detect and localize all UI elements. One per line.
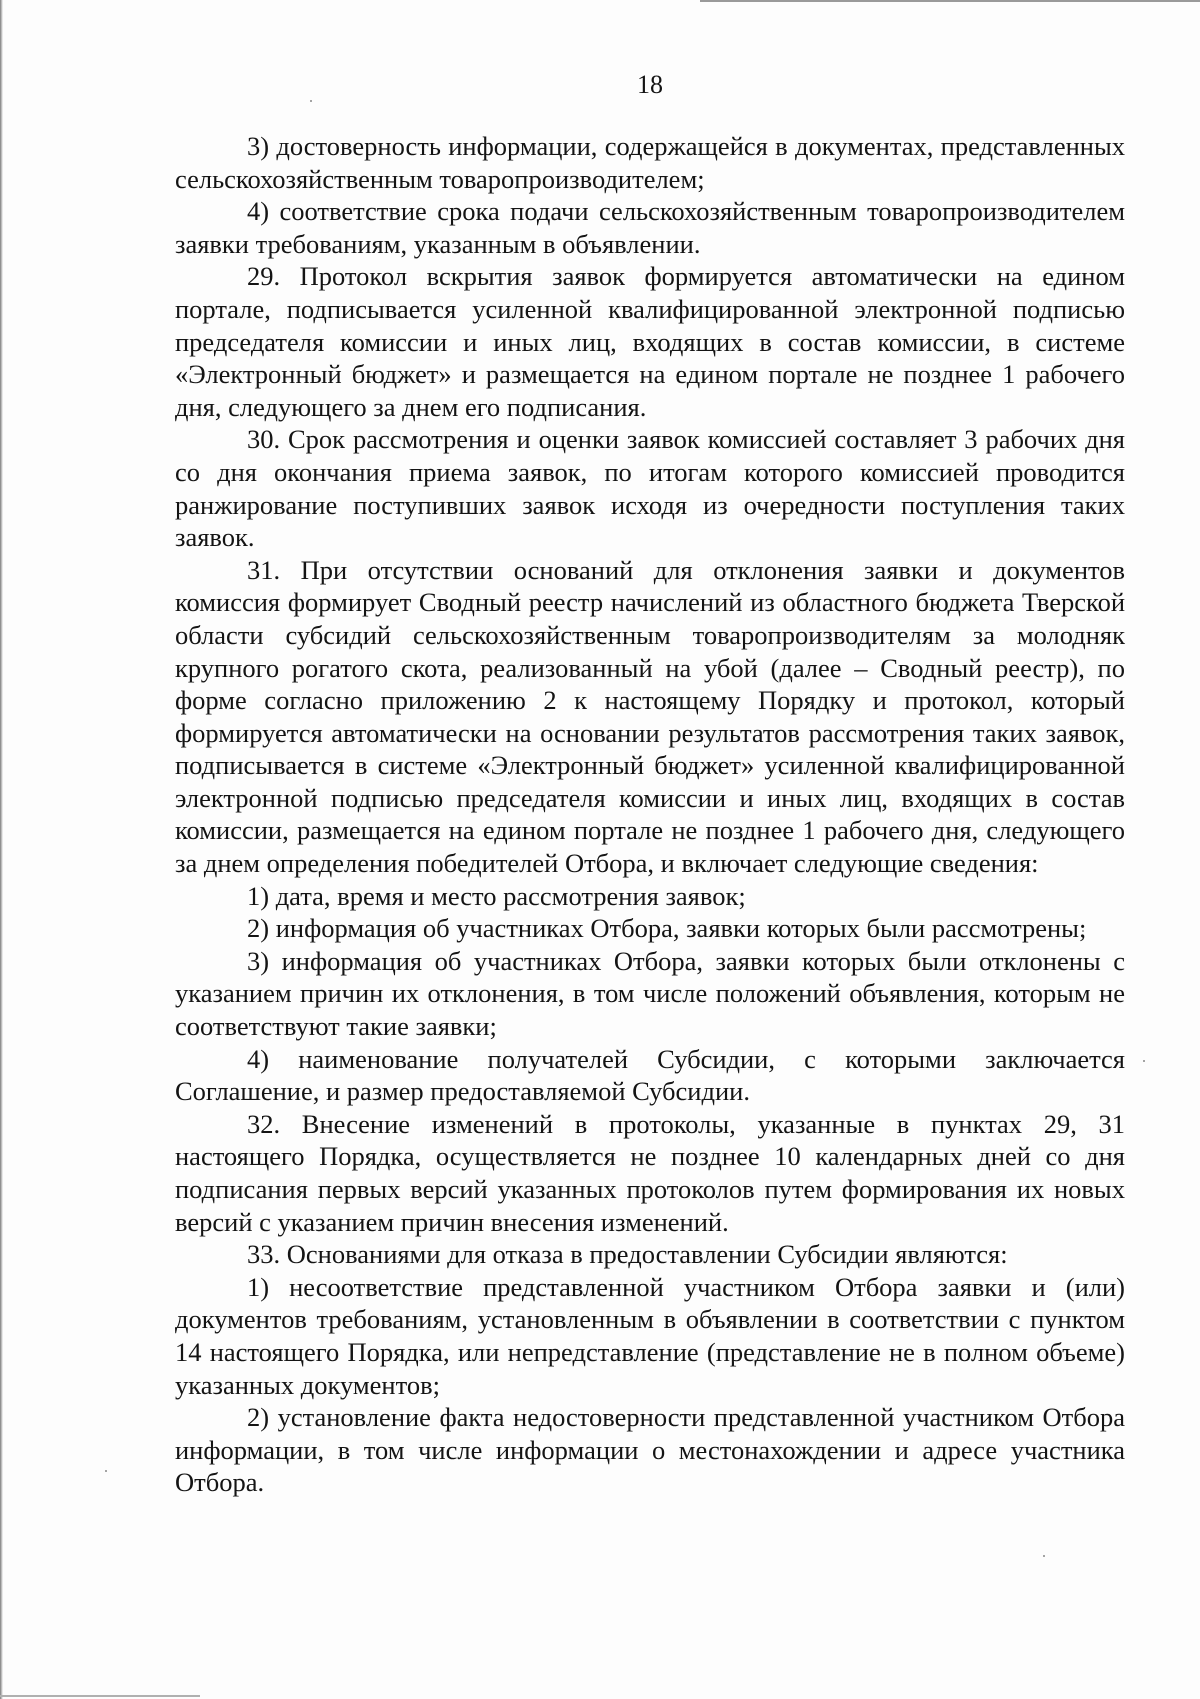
scan-edge-top (700, 0, 1200, 2)
page-number: 18 (637, 70, 663, 99)
scan-speck (105, 1470, 107, 1472)
paragraph: 4) наименование получателей Субсидии, с которыми заключается Соглашение, и размер предоставляемой Субсидии. (175, 1043, 1125, 1107)
paragraph: 30. Срок рассмотрения и оценки заявок комиссией составляет 3 рабочих дня со дня окончания приема заявок, по итогам которого комиссией проводится ранжирование поступивших заявок исходя из очередности поступления таких заявок. (175, 424, 1125, 553)
scan-speck (1143, 1060, 1145, 1062)
paragraph: 2) установление факта недостоверности представленной участником Отбора информации, в том числе информации о местонахождении и адресе участника Отбора. (175, 1402, 1125, 1498)
paragraph: 4) соответствие срока подачи сельскохозяйственным товаропроизводителем заявки требованиям, указанным в объявлении. (175, 196, 1125, 259)
paragraph: 33. Основаниями для отказа в предоставлении Субсидии являются: (247, 1239, 1008, 1270)
paragraph: 29. Протокол вскрытия заявок формируется автоматически на едином портале, подписывается усиленной квалифицированной электронной подписью председателя комиссии и иных лиц, входящих в состав комиссии, в системе «Электронный бюджет» и размещается на едином портале не позднее 1 рабочего дня, следующего за днем его подписания. (175, 261, 1125, 422)
scan-edge-left (0, 0, 3, 1699)
document-body (175, 130, 1125, 1499)
paragraph: 2) информация об участниках Отбора, заявки которых были рассмотрены; (247, 913, 1087, 944)
scan-speck (310, 100, 312, 102)
paragraph: 31. При отсутствии оснований для отклонения заявки и документов комиссия формирует Сводный реестр начислений из областного бюджета Тверской области субсидий сельскохозяйственным товаропроизводителям за молодняк крупного рогатого скота, реализованный на убой (далее – Сводный реестр), по форме согласно приложению 2 к настоящему Порядку и протокол, который формируется автоматически на основании результатов рассмотрения таких заявок, подписывается в системе «Электронный бюджет» усиленной квалифицированной электронной подписью председателя комиссии и иных лиц, входящих в состав комиссии, размещается на едином портале не позднее 1 рабочего дня, следующего за днем определения победителей Отбора, и включает следующие сведения: (175, 554, 1125, 879)
paragraph: 32. Внесение изменений в протоколы, указанные в пунктах 29, 31 настоящего Порядка, осуществляется не позднее 10 календарных дней со дня подписания первых версий указанных протоколов путем формирования их новых версий с указанием причин внесения изменений. (175, 1108, 1125, 1237)
paragraph: 3) информация об участниках Отбора, заявки которых были отклонены с указанием причин их отклонения, в том числе положений объявления, которым не соответствуют такие заявки; (175, 945, 1125, 1042)
scan-speck (1043, 1555, 1045, 1557)
paragraph: 3) достоверность информации, содержащейся в документах, представленных сельскохозяйственным товаропроизводителем; (175, 131, 1125, 194)
paragraph: 1) дата, время и место рассмотрения заявок; (247, 880, 746, 911)
paragraph: 1) несоответствие представленной участником Отбора заявки и (или) документов требованиям, установленным в объявлении в соответствии с пунктом 14 настоящего Порядка, или непредставление (представление не в полном объеме) указанных документов; (175, 1271, 1125, 1400)
scan-edge-bottom (0, 1695, 200, 1697)
